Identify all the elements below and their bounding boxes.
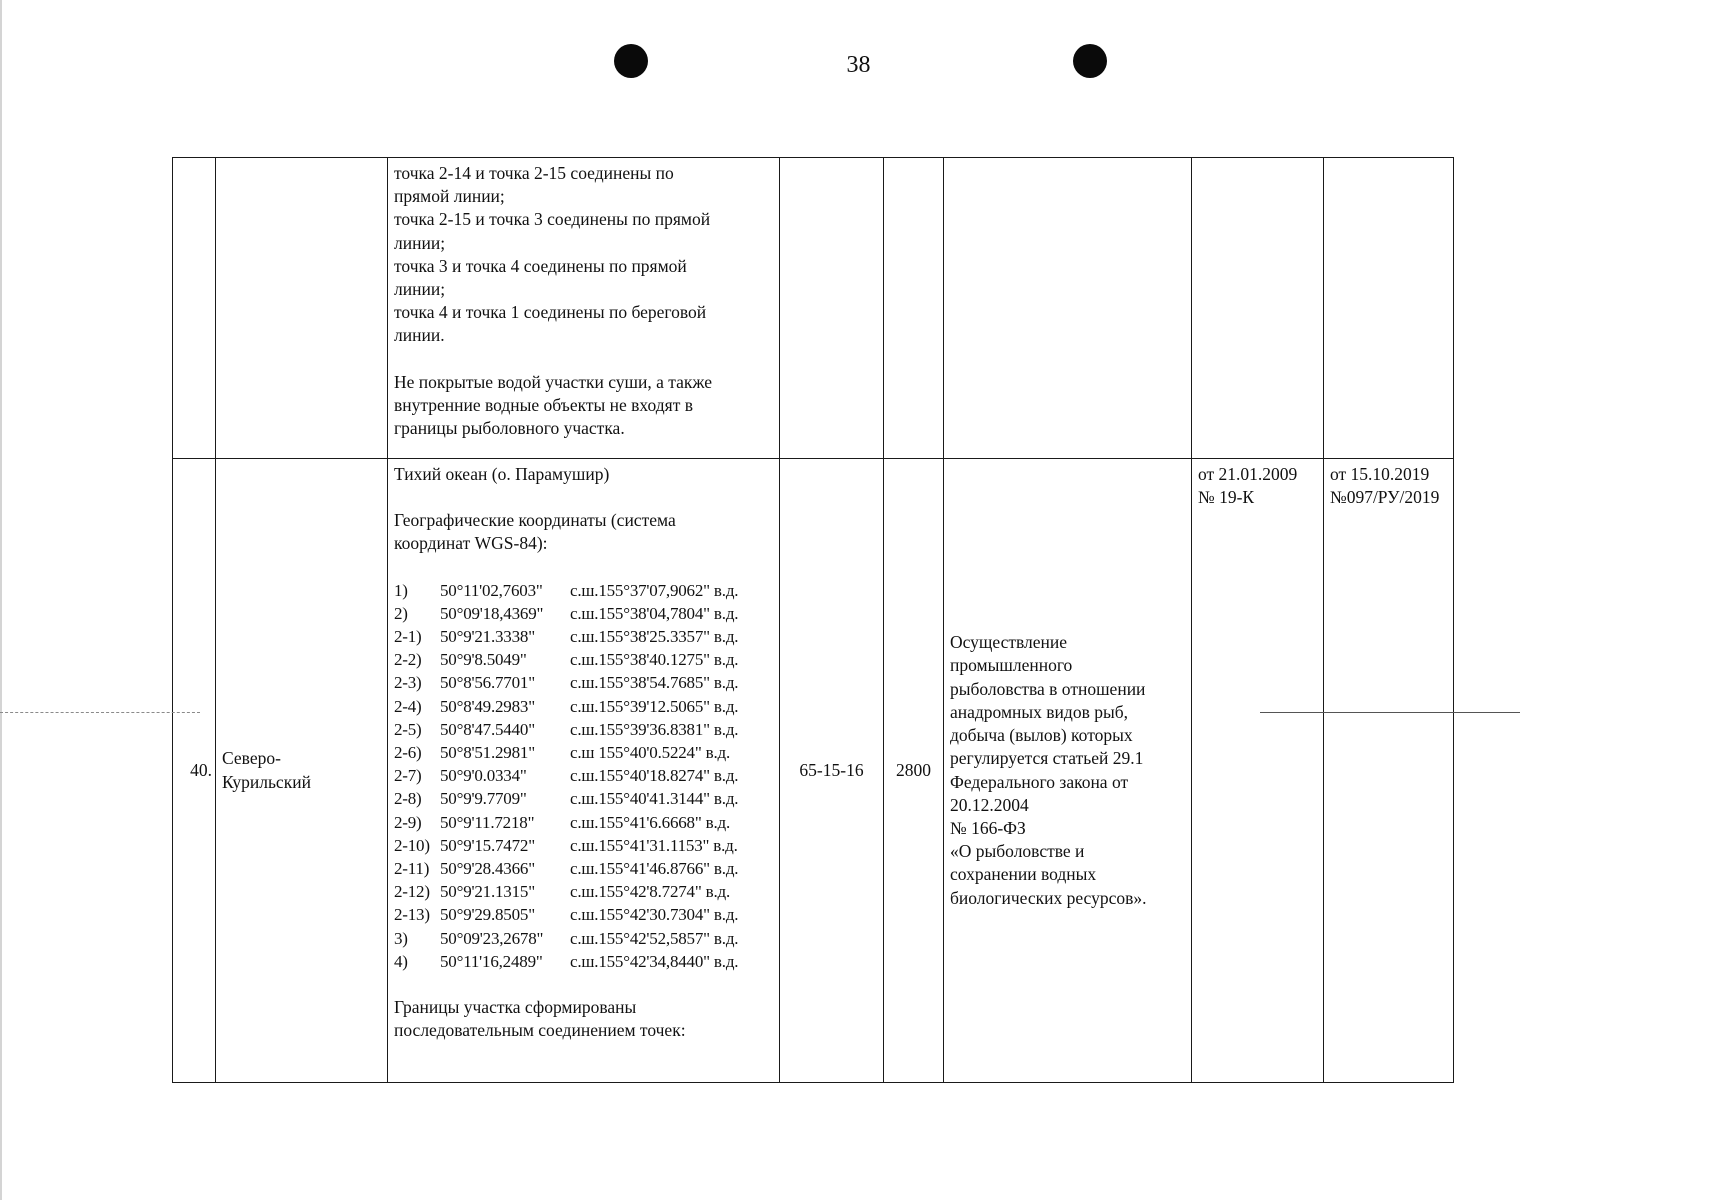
cell-number: 40.	[173, 459, 216, 1083]
latitude: 50°9'28.4366"	[440, 859, 535, 879]
purpose-line: сохранении водных	[950, 864, 1097, 885]
longitude: с.ш.155°40'18.8274" в.д.	[570, 766, 739, 786]
description-line: точка 2-15 и точка 3 соединены по прямой	[394, 209, 711, 230]
longitude: с.ш.155°41'6.6668" в.д.	[570, 812, 731, 832]
coordinate-row	[394, 718, 773, 741]
cell-document-2	[1324, 459, 1454, 1083]
coordinate-row	[394, 811, 773, 834]
cell-name	[216, 459, 388, 1083]
latitude: 50°9'9.7709"	[440, 789, 527, 809]
table-row-40	[173, 459, 1454, 1083]
document-1-line: от 21.01.2009	[1198, 464, 1298, 484]
scan-artifact-line	[0, 712, 200, 713]
latitude: 50°9'21.1315"	[440, 882, 535, 902]
point-label: 2-8)	[394, 789, 422, 809]
cell-purpose	[944, 158, 1192, 459]
description-line: линии.	[394, 325, 445, 346]
coordinate-row	[394, 602, 773, 625]
longitude: с.ш.155°42'52,5857" в.д.	[570, 928, 739, 948]
cell-code: 65-15-16	[780, 459, 884, 1083]
boundary-line: Границы участка сформированы	[394, 997, 637, 1018]
spacer	[394, 348, 773, 371]
cell-number	[173, 158, 216, 459]
latitude: 50°09'23,2678"	[440, 928, 544, 948]
description-line: точка 4 и точка 1 соединены по береговой	[394, 302, 707, 323]
longitude: с.ш.155°38'25.3357" в.д.	[570, 627, 739, 647]
latitude: 50°9'15.7472"	[440, 835, 535, 855]
point-label: 2-4)	[394, 696, 422, 716]
cell-document-1	[1192, 158, 1324, 459]
longitude: с.ш.155°38'04,7804" в.д.	[570, 603, 739, 623]
purpose-line: 20.12.2004	[950, 794, 1029, 815]
purpose-line: промышленного	[950, 655, 1073, 676]
point-label: 2-3)	[394, 673, 422, 693]
purpose-line: рыболовства в отношении	[950, 678, 1146, 699]
latitude: 50°8'47.5440"	[440, 719, 535, 739]
longitude: с.ш.155°41'31.1153" в.д.	[570, 835, 738, 855]
purpose-line: Федерального закона от	[950, 771, 1129, 792]
coordinate-row	[394, 764, 773, 787]
description-line: точка 3 и точка 4 соединены по прямой	[394, 255, 687, 276]
latitude: 50°9'0.0334"	[440, 766, 527, 786]
boundary-line: последовательным соединением точек:	[394, 1020, 686, 1041]
point-label: 2-2)	[394, 650, 422, 670]
purpose-line: Осуществление	[950, 632, 1068, 653]
cell-area	[884, 158, 944, 459]
fishing-areas-table	[172, 157, 1454, 1083]
coordinate-row	[394, 880, 773, 903]
latitude: 50°9'8.5049"	[440, 650, 527, 670]
cell-code	[780, 158, 884, 459]
document-2-line: №097/РУ/2019	[1330, 487, 1440, 508]
description-line: точка 2-14 и точка 2-15 соединены по	[394, 163, 674, 183]
longitude: с.ш.155°42'8.7274" в.д.	[570, 882, 731, 902]
point-label: 2)	[394, 603, 408, 623]
purpose-line: № 166-ФЗ	[950, 817, 1026, 838]
cell-area: 2800	[884, 459, 944, 1083]
coordinate-row	[394, 648, 773, 671]
document-1-line: № 19-К	[1198, 487, 1255, 508]
coordinate-row	[394, 903, 773, 926]
scan-edge	[0, 0, 2, 1200]
cell-name	[216, 158, 388, 459]
coordinate-row	[394, 834, 773, 857]
longitude: с.ш.155°42'34,8440" в.д.	[570, 951, 739, 971]
point-label: 2-11)	[394, 859, 430, 879]
latitude: 50°11'02,7603"	[440, 580, 543, 600]
purpose-line: биологических ресурсов».	[950, 887, 1147, 908]
description-line: прямой линии;	[394, 186, 505, 207]
point-label: 2-6)	[394, 743, 422, 763]
latitude: 50°09'18,4369"	[440, 603, 544, 623]
point-label: 3)	[394, 928, 408, 948]
point-label: 2-9)	[394, 812, 422, 832]
point-label: 2-5)	[394, 719, 422, 739]
coordinate-row	[394, 695, 773, 718]
purpose-line: регулируется статьей 29.1	[950, 748, 1144, 769]
coordinate-row	[394, 625, 773, 648]
latitude: 50°8'49.2983"	[440, 696, 535, 716]
longitude: с.ш 155°40'0.5224" в.д.	[570, 743, 731, 763]
coordinate-row	[394, 671, 773, 694]
coordinate-row	[394, 579, 773, 602]
latitude: 50°11'16,2489"	[440, 951, 543, 971]
longitude: с.ш.155°39'12.5065" в.д.	[570, 696, 739, 716]
coordinate-row	[394, 857, 773, 880]
point-label: 2-7)	[394, 766, 422, 786]
coordinate-row	[394, 741, 773, 764]
longitude: с.ш.155°38'40.1275" в.д.	[570, 650, 739, 670]
document-2-line: от 15.10.2019	[1330, 464, 1430, 484]
name-line: Курильский	[222, 771, 311, 792]
point-label: 2-10)	[394, 835, 430, 855]
latitude: 50°8'56.7701"	[440, 673, 535, 693]
latitude: 50°9'29.8505"	[440, 905, 535, 925]
coords-heading-line: Географические координаты (система	[394, 510, 676, 531]
latitude: 50°9'21.3338"	[440, 627, 535, 647]
cell-document-1	[1192, 459, 1324, 1083]
description-line: линии;	[394, 279, 446, 300]
coordinate-row	[394, 950, 773, 973]
point-label: 4)	[394, 951, 408, 971]
table-row-continuation	[173, 158, 1454, 459]
point-label: 2-1)	[394, 627, 422, 647]
coords-heading-line: координат WGS-84):	[394, 533, 548, 554]
longitude: с.ш.155°40'41.3144" в.д.	[570, 789, 739, 809]
note-line: внутренние водные объекты не входят в	[394, 394, 693, 415]
purpose-line: «О рыболовстве и	[950, 841, 1085, 862]
spacer	[394, 973, 773, 996]
note-line: границы рыболовного участка.	[394, 418, 625, 439]
longitude: с.ш.155°42'30.7304" в.д.	[570, 905, 739, 925]
coordinate-row	[394, 927, 773, 950]
note-line: Не покрытые водой участки суши, а также	[394, 371, 712, 392]
spacer	[394, 556, 773, 579]
coordinate-row	[394, 787, 773, 810]
name-line: Северо-	[222, 748, 281, 769]
purpose-line: добыча (вылов) которых	[950, 725, 1133, 746]
location: Тихий океан (о. Парамушир)	[394, 464, 610, 484]
cell-document-2	[1324, 158, 1454, 459]
scan-artifact-line	[1260, 712, 1520, 713]
latitude: 50°9'11.7218"	[440, 812, 535, 832]
latitude: 50°8'51.2981"	[440, 743, 535, 763]
purpose-line: анадромных видов рыб,	[950, 701, 1128, 722]
cell-purpose	[944, 459, 1192, 1083]
point-label: 2-12)	[394, 882, 430, 902]
longitude: с.ш.155°41'46.8766" в.д.	[570, 859, 739, 879]
description-line: линии;	[394, 232, 446, 253]
spacer	[394, 486, 773, 509]
page-number: 38	[846, 52, 871, 78]
cell-description	[388, 158, 780, 459]
longitude: с.ш.155°37'07,9062" в.д.	[570, 580, 739, 600]
point-label: 1)	[394, 580, 408, 600]
point-label: 2-13)	[394, 905, 430, 925]
coordinates-list	[394, 579, 773, 973]
longitude: с.ш.155°38'54.7685" в.д.	[570, 673, 739, 693]
cell-description	[388, 459, 780, 1083]
longitude: с.ш.155°39'36.8381" в.д.	[570, 719, 739, 739]
